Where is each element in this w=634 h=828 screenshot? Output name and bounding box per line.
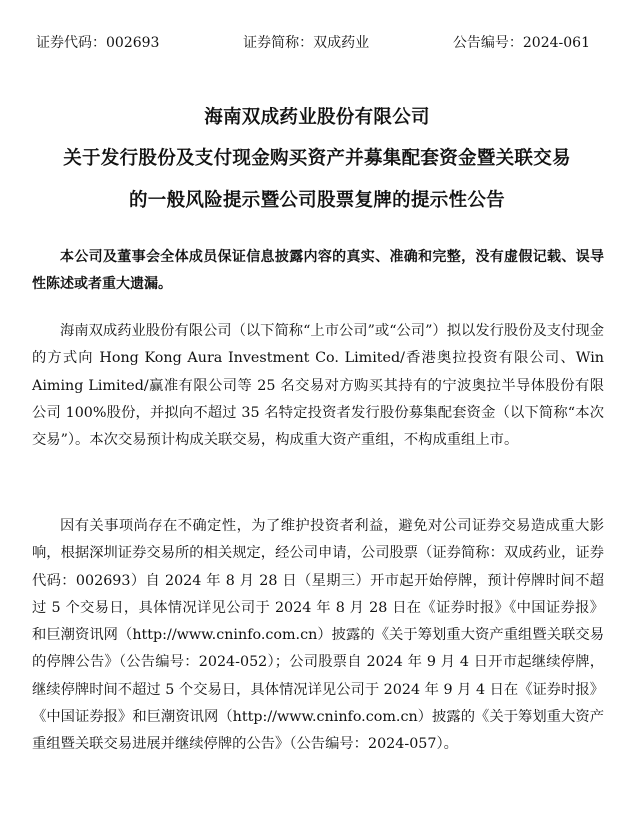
announcement-number: 公告编号：2024-061 (452, 35, 590, 51)
security-short-name: 证券简称：双成药业 (243, 35, 370, 51)
board-statement: 本公司及董事会全体成员保证信息披露内容的真实、准确和完整，没有虚假记载、误导性陈述或者重大遗漏。 (32, 249, 604, 292)
paragraph-transaction-overview: 海南双成药业股份有限公司（以下简称“上市公司”或“公司”）拟以发行股份及支付现金的方式向 Hong Kong Aura Investment Co. Limited/香港奥拉投资有限公司、Win Aiming Limited/赢准有限公司等 25 名交易对方购买其持有的宁波奥拉半导体股份有限公司 100%股份，并拟向不超过 35 名特定投资者发行股份募集配套资金（以下简称“本次交易”）。本次交易预计构成关联交易，构成重大资产重组，不构成重组上市。 (32, 323, 604, 449)
security-code: 证券代码：002693 (36, 35, 160, 51)
announcement-title-line-1: 关于发行股份及支付现金购买资产并募集配套资金暨关联交易 (63, 148, 571, 169)
document-header (36, 34, 590, 52)
company-title: 海南双成药业股份有限公司 (204, 107, 430, 128)
paragraph-trading-suspension: 因有关事项尚存在不确定性，为了维护投资者利益，避免对公司证券交易造成重大影响，根据深圳证券交易所的相关规定，经公司申请，公司股票（证券简称：双成药业，证券代码：002693）自 2024 年 8 月 28 日（星期三）开市起开始停牌，预计停牌时间不超过 5 个交易日，具体情况详见公司于 2024 年 8 月 28 日在《证券时报》《中国证券报》和巨潮资讯网（http://www.cninfo.com.cn）披露的《关于筹划重大资产重组暨关联交易的停牌公告》（公告编号：2024-052）；公司股票自 2024 年 9 月 4 日开市起继续停牌，继续停牌时间不超过 5 个交易日，具体情况详见公司于 2024 年 9 月 4 日在《证券时报》《中国证券报》和巨潮资讯网（http://www.cninfo.com.cn）披露的《关于筹划重大资产重组暨关联交易进展并继续停牌的公告》（公告编号：2024-057）。 (32, 518, 604, 753)
announcement-title-line-2: 的一般风险提示暨公司股票复牌的提示性公告 (128, 190, 505, 211)
